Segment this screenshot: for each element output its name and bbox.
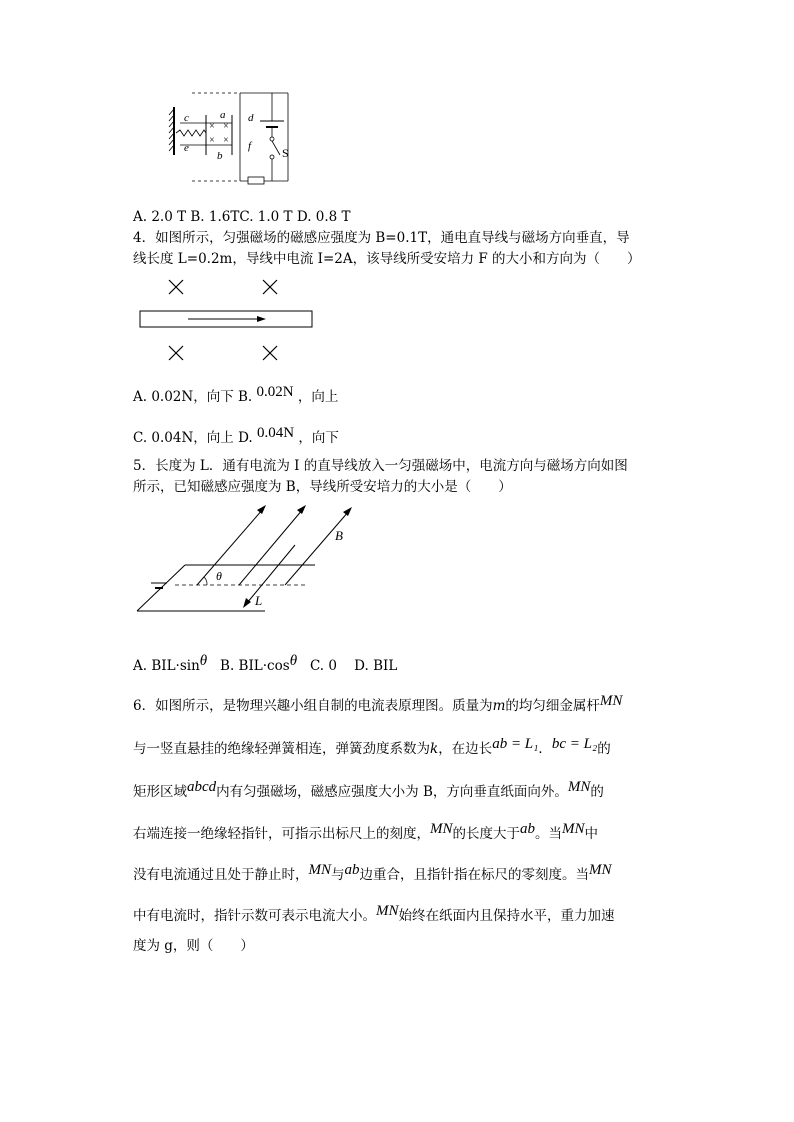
q6-rod-symbol: MN xyxy=(562,821,585,837)
q5-option-d: D. BIL xyxy=(354,658,398,674)
wire-field-figure xyxy=(138,276,318,366)
q6-spring-constant: k xyxy=(430,741,439,757)
q6-text: 始终在纸面内且保持水平，重力加速 xyxy=(398,908,615,924)
label-theta: θ xyxy=(216,569,222,583)
q6-text: ． xyxy=(538,741,552,757)
q6-text: 没有电流通过且处于静止时， xyxy=(133,867,309,883)
q6-text: 的长度大于 xyxy=(452,826,520,842)
q4-option-a: A. 0.02N，向下 B. xyxy=(133,389,253,405)
q5-option-a: A. BIL·sin xyxy=(133,658,200,674)
q4-options-cd xyxy=(133,425,339,447)
q6-mass-symbol: m xyxy=(492,698,506,714)
label-L: L xyxy=(255,593,263,608)
q5-option-a-theta: θ xyxy=(199,653,208,669)
q6-region-abcd: abcd xyxy=(187,779,217,795)
q6-text: ，在边长 xyxy=(438,741,493,757)
q4-option-d-direction: ，向下 xyxy=(298,430,339,446)
q6-rod-symbol: MN xyxy=(589,862,612,878)
q6-side-ab: ab xyxy=(520,821,535,837)
q6-rod-symbol: MN xyxy=(599,693,623,709)
q6-side-bc: bc = L₂ xyxy=(551,736,598,752)
q6-line5 xyxy=(133,862,612,884)
svg-text:×: × xyxy=(223,135,229,146)
label-f: f xyxy=(248,140,252,152)
q6-line4 xyxy=(133,821,598,843)
q6-rod-symbol: MN xyxy=(430,821,453,837)
q5-option-b: B. BIL·cos xyxy=(220,658,290,674)
label-e: e xyxy=(184,142,189,154)
q5-line2: 所示，已知磁感应强度为 B，导线所受安培力的大小是（ ） xyxy=(133,479,512,495)
q6-rod-symbol: MN xyxy=(376,903,399,919)
q4-option-b-value: 0.02N xyxy=(256,384,294,400)
svg-text:×: × xyxy=(209,121,215,132)
q4-option-c: C. 0.04N，向上 D. xyxy=(133,430,253,446)
label-d: d xyxy=(248,112,254,124)
q4-option-b-direction: ，向上 xyxy=(297,389,339,405)
q6-side-ab: ab xyxy=(344,862,360,878)
q6-text: 与一竖直悬挂的绝缘轻弹簧相连，弹簧劲度系数为 xyxy=(133,741,430,757)
svg-text:×: × xyxy=(209,135,215,146)
q4-options-ab xyxy=(133,384,339,406)
q6-text: 中有电流时，指针示数可表示电流大小。 xyxy=(133,908,376,924)
q6-text: 内有匀强磁场，磁感应强度大小为 B，方向垂直纸面向外。 xyxy=(216,784,568,800)
q6-side-ab: ab = L₁ xyxy=(492,736,539,752)
q6-text: 。当 xyxy=(535,826,562,842)
label-a: a xyxy=(220,109,226,121)
q4-option-d-value: 0.04N xyxy=(257,425,295,441)
q6-text: 与 xyxy=(331,867,345,883)
q5-option-b-theta: θ xyxy=(289,653,298,669)
q6-line1 xyxy=(133,693,623,715)
q5-option-c: C. 0 xyxy=(309,658,337,674)
q6-text: 的 xyxy=(590,784,604,800)
q6-text: 边重合，且指针指在标尺的零刻度。当 xyxy=(359,867,589,883)
svg-text:×: × xyxy=(223,121,229,132)
q5-line1: 5．长度为 L．通有电流为 I 的直导线放入一匀强磁场中，电流方向与磁场方向如图 xyxy=(133,458,628,474)
label-b: b xyxy=(217,150,223,162)
q4-line1: 4．如图所示，匀强磁场的磁感应强度为 B=0.1T，通电直导线与磁场方向垂直，导 xyxy=(133,230,630,246)
label-B: B xyxy=(335,528,343,543)
q6-text: 的 xyxy=(597,741,611,757)
label-c: c xyxy=(184,112,189,124)
q6-text: 矩形区域 xyxy=(133,784,187,800)
field-angle-figure xyxy=(135,505,365,615)
q6-text: 6．如图所示，是物理兴趣小组自制的电流表原理图。质量为 xyxy=(133,698,493,714)
q6-line7: 度为 g，则（ ） xyxy=(133,938,254,954)
q4-line2: 线长度 L=0.2m，导线中电流 I=2A，该导线所受安培力 F 的大小和方向为（ ） xyxy=(133,251,641,267)
q6-rod-symbol: MN xyxy=(308,862,331,878)
q6-text: 右端连接一绝缘轻指针，可指示出标尺上的刻度， xyxy=(133,826,430,842)
q5-options xyxy=(133,653,398,675)
circuit-spring-figure xyxy=(160,85,320,190)
q3-options: A. 2.0 T B. 1.6TC. 1.0 T D. 0.8 T xyxy=(133,209,351,225)
q6-rod-symbol: MN xyxy=(567,779,591,795)
q6-line6 xyxy=(133,903,615,925)
label-switch: S xyxy=(282,146,289,160)
q6-line2 xyxy=(133,736,611,758)
q6-line3 xyxy=(133,779,604,801)
q6-text: 中 xyxy=(584,826,598,842)
q6-text: 的均匀细金属杆 xyxy=(505,698,600,714)
